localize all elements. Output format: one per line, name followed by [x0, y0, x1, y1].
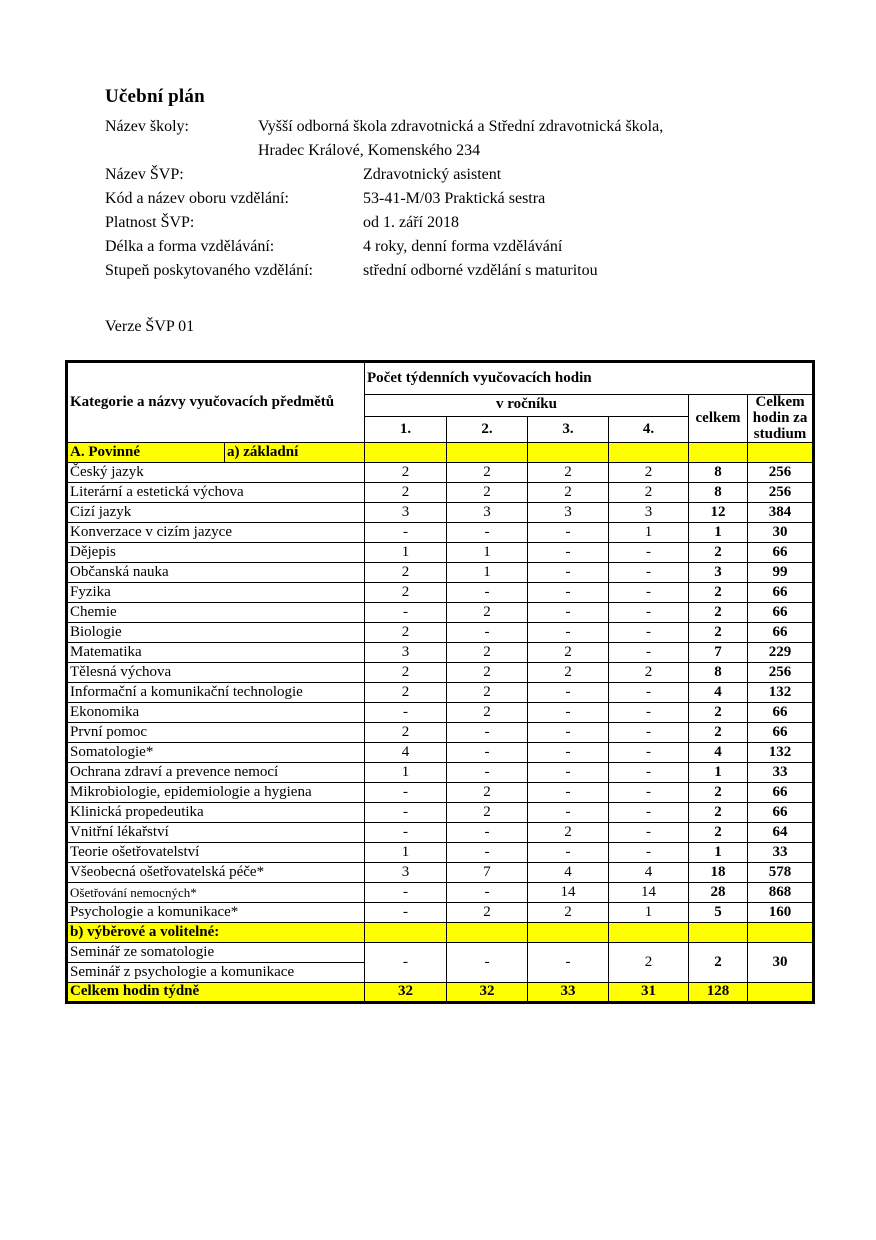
- total-cell: 8: [689, 663, 748, 683]
- meta-label: Platnost ŠVP:: [105, 214, 195, 231]
- hours-cell: 2: [447, 603, 528, 623]
- subject-cell: Informační a komunikační technologie: [67, 683, 365, 703]
- subject-cell: Somatologie*: [67, 743, 365, 763]
- hours-cell: 1: [365, 763, 447, 783]
- hours-cell: -: [447, 823, 528, 843]
- subject-cell: Literární a estetická výchova: [67, 483, 365, 503]
- table-row: [67, 503, 814, 523]
- hours-cell: 1: [609, 903, 689, 923]
- table-row: [67, 823, 814, 843]
- study-total-cell: 66: [748, 803, 814, 823]
- hours-cell: -: [365, 903, 447, 923]
- total-cell: 12: [689, 503, 748, 523]
- hours-cell: 2: [447, 803, 528, 823]
- empty-cell: [609, 923, 689, 943]
- meta-value: 4 roky, denní forma vzdělávání: [363, 238, 563, 255]
- empty-cell: [689, 443, 748, 463]
- hours-cell: -: [528, 743, 609, 763]
- hours-cell: -: [447, 763, 528, 783]
- total-cell: 2: [689, 723, 748, 743]
- study-total-cell: 868: [748, 883, 814, 903]
- table-row: [67, 703, 814, 723]
- col-header-year-2: 2.: [447, 416, 528, 443]
- subject-cell: První pomoc: [67, 723, 365, 743]
- hours-cell: 1: [365, 543, 447, 563]
- table-row: [67, 783, 814, 803]
- hours-cell: 2: [528, 663, 609, 683]
- total-cell: 3: [689, 563, 748, 583]
- hours-cell: 3: [447, 503, 528, 523]
- study-total-cell: 66: [748, 543, 814, 563]
- section-a-label: A. Povinné: [67, 443, 225, 463]
- hours-cell: -: [447, 723, 528, 743]
- subject-cell: Tělesná výchova: [67, 663, 365, 683]
- empty-cell: [609, 443, 689, 463]
- hours-cell: 2: [447, 643, 528, 663]
- meta-row: [105, 187, 663, 211]
- footer-hours-cell: 32: [447, 983, 528, 1003]
- hours-cell: -: [528, 603, 609, 623]
- total-cell: 4: [689, 683, 748, 703]
- col-header-year-4: 4.: [609, 416, 689, 443]
- hours-cell: -: [609, 583, 689, 603]
- hours-cell: -: [528, 523, 609, 543]
- total-cell: 4: [689, 743, 748, 763]
- hours-cell: 1: [447, 543, 528, 563]
- total-cell: 1: [689, 763, 748, 783]
- hours-cell: 2: [365, 563, 447, 583]
- meta-row: [105, 235, 663, 259]
- header-row-1: [67, 362, 814, 395]
- total-cell: 2: [689, 583, 748, 603]
- hours-cell: -: [609, 803, 689, 823]
- table-row: [67, 563, 814, 583]
- table-row: [67, 843, 814, 863]
- table-row: [67, 663, 814, 683]
- subject-cell: Všeobecná ošetřovatelská péče*: [67, 863, 365, 883]
- table-row: [67, 723, 814, 743]
- study-total-cell: 66: [748, 723, 814, 743]
- hours-cell: 2: [365, 723, 447, 743]
- page-title: Učební plán: [105, 86, 205, 107]
- hours-cell: 2: [528, 903, 609, 923]
- hours-cell: 2: [528, 643, 609, 663]
- hours-cell: 4: [609, 863, 689, 883]
- table-row: [67, 763, 814, 783]
- table-row: [67, 903, 814, 923]
- hours-cell: 2: [365, 623, 447, 643]
- hours-cell: 2: [365, 483, 447, 503]
- study-total-cell: 33: [748, 763, 814, 783]
- hours-cell: -: [609, 723, 689, 743]
- hours-cell: 2: [365, 663, 447, 683]
- footer-hours-cell: 31: [609, 983, 689, 1003]
- total-cell: 1: [689, 843, 748, 863]
- hours-cell: -: [365, 943, 447, 983]
- total-cell: 18: [689, 863, 748, 883]
- study-total-cell: 132: [748, 683, 814, 703]
- table-row: [67, 803, 814, 823]
- hours-cell: 7: [447, 863, 528, 883]
- meta-value: od 1. září 2018: [363, 214, 459, 231]
- study-total-cell: 578: [748, 863, 814, 883]
- study-total-cell: 66: [748, 703, 814, 723]
- hours-cell: -: [528, 943, 609, 983]
- col-header-weekly-hours: Počet týdenních vyučovacích hodin: [365, 362, 814, 395]
- hours-cell: 2: [447, 683, 528, 703]
- subject-cell: Ošetřování nemocných*: [67, 883, 365, 903]
- total-cell: 2: [689, 803, 748, 823]
- study-total-cell: 256: [748, 663, 814, 683]
- empty-cell: [528, 923, 609, 943]
- table-row: [67, 603, 814, 623]
- total-cell: 2: [689, 623, 748, 643]
- hours-cell: -: [528, 783, 609, 803]
- meta-value: Hradec Králové, Komenského 234: [258, 142, 481, 159]
- study-total-cell: 64: [748, 823, 814, 843]
- hours-cell: -: [609, 643, 689, 663]
- empty-cell: [365, 443, 447, 463]
- hours-cell: 3: [365, 863, 447, 883]
- hours-cell: -: [609, 763, 689, 783]
- subject-cell: Teorie ošetřovatelství: [67, 843, 365, 863]
- version-label: Verze ŠVP 01: [105, 318, 195, 335]
- hours-cell: -: [365, 523, 447, 543]
- hours-cell: 2: [528, 463, 609, 483]
- hours-cell: -: [365, 823, 447, 843]
- footer-total-cell: 128: [689, 983, 748, 1003]
- subject-cell: Dějepis: [67, 543, 365, 563]
- study-total-cell: 229: [748, 643, 814, 663]
- subject-cell: Fyzika: [67, 583, 365, 603]
- hours-cell: 4: [528, 863, 609, 883]
- hours-cell: -: [365, 883, 447, 903]
- hours-cell: -: [528, 763, 609, 783]
- subject-cell: Matematika: [67, 643, 365, 663]
- hours-cell: -: [609, 703, 689, 723]
- subject-cell: Klinická propedeutika: [67, 803, 365, 823]
- hours-cell: 3: [528, 503, 609, 523]
- total-cell: 8: [689, 463, 748, 483]
- hours-cell: -: [528, 703, 609, 723]
- hours-cell: -: [609, 843, 689, 863]
- hours-cell: -: [528, 583, 609, 603]
- footer-hours-cell: 32: [365, 983, 447, 1003]
- hours-cell: -: [447, 583, 528, 603]
- hours-cell: -: [609, 683, 689, 703]
- hours-cell: 2: [447, 663, 528, 683]
- meta-section: [105, 115, 663, 283]
- study-total-cell: 66: [748, 603, 814, 623]
- meta-row: [105, 163, 663, 187]
- study-total-cell: 66: [748, 623, 814, 643]
- section-a-sublabel: a) základní: [225, 443, 365, 463]
- hours-cell: -: [528, 723, 609, 743]
- empty-cell: [365, 923, 447, 943]
- hours-cell: -: [447, 943, 528, 983]
- hours-cell: -: [528, 843, 609, 863]
- subject-cell: Cizí jazyk: [67, 503, 365, 523]
- col-header-total: celkem: [689, 395, 748, 443]
- hours-cell: 1: [609, 523, 689, 543]
- hours-cell: -: [528, 563, 609, 583]
- table-row: [67, 863, 814, 883]
- hours-cell: 2: [609, 463, 689, 483]
- total-cell: 2: [689, 823, 748, 843]
- study-total-cell: 30: [748, 943, 814, 983]
- footer-hours-cell: 33: [528, 983, 609, 1003]
- study-total-cell: 66: [748, 783, 814, 803]
- study-total-cell: 384: [748, 503, 814, 523]
- hours-cell: 3: [365, 503, 447, 523]
- empty-cell: [447, 443, 528, 463]
- hours-cell: -: [609, 623, 689, 643]
- footer-row: [67, 983, 814, 1003]
- meta-row: [105, 211, 663, 235]
- table-row: [67, 683, 814, 703]
- meta-label: Délka a forma vzdělávání:: [105, 238, 275, 255]
- subject-cell: Konverzace v cizím jazyce: [67, 523, 365, 543]
- subject-cell: Seminář z psychologie a komunikace: [67, 963, 365, 983]
- hours-cell: 2: [365, 463, 447, 483]
- subject-cell: Český jazyk: [67, 463, 365, 483]
- subject-cell: Seminář ze somatologie: [67, 943, 365, 963]
- hours-cell: -: [528, 803, 609, 823]
- hours-cell: 2: [609, 943, 689, 983]
- hours-cell: 2: [528, 483, 609, 503]
- hours-cell: -: [365, 803, 447, 823]
- hours-cell: -: [447, 523, 528, 543]
- total-cell: 2: [689, 703, 748, 723]
- table-row: [67, 623, 814, 643]
- table-row: [67, 743, 814, 763]
- hours-cell: -: [447, 623, 528, 643]
- hours-cell: 3: [609, 503, 689, 523]
- hours-cell: 2: [447, 783, 528, 803]
- hours-cell: -: [365, 603, 447, 623]
- col-header-total-study: Celkem hodin za studium: [748, 395, 814, 443]
- meta-value: 53-41-M/03 Praktická sestra: [363, 190, 546, 207]
- study-total-cell: 33: [748, 843, 814, 863]
- table-row: [67, 523, 814, 543]
- empty-cell: [528, 443, 609, 463]
- meta-label: Stupeň poskytovaného vzdělání:: [105, 262, 313, 279]
- table-row: [67, 583, 814, 603]
- hours-cell: 2: [447, 903, 528, 923]
- footer-study-cell: [748, 983, 814, 1003]
- study-total-cell: 160: [748, 903, 814, 923]
- hours-cell: 2: [609, 663, 689, 683]
- total-cell: 8: [689, 483, 748, 503]
- total-cell: 2: [689, 543, 748, 563]
- meta-label: Kód a název oboru vzdělání:: [105, 190, 289, 207]
- hours-cell: 4: [365, 743, 447, 763]
- table-row: [67, 883, 814, 903]
- hours-cell: -: [609, 783, 689, 803]
- study-total-cell: 99: [748, 563, 814, 583]
- subject-cell: Občanská nauka: [67, 563, 365, 583]
- empty-cell: [748, 923, 814, 943]
- total-cell: 1: [689, 523, 748, 543]
- study-total-cell: 30: [748, 523, 814, 543]
- table-row: [67, 483, 814, 503]
- hours-cell: 3: [365, 643, 447, 663]
- table-row: [67, 643, 814, 663]
- total-cell: 7: [689, 643, 748, 663]
- hours-cell: -: [365, 783, 447, 803]
- hours-cell: -: [609, 563, 689, 583]
- hours-cell: -: [609, 603, 689, 623]
- hours-cell: 14: [609, 883, 689, 903]
- footer-label: Celkem hodin týdně: [67, 983, 365, 1003]
- hours-cell: 2: [447, 703, 528, 723]
- empty-cell: [447, 923, 528, 943]
- hours-cell: -: [528, 543, 609, 563]
- subject-cell: Psychologie a komunikace*: [67, 903, 365, 923]
- table-row: [67, 463, 814, 483]
- hours-cell: 1: [447, 563, 528, 583]
- col-header-subjects: Kategorie a názvy vyučovacích předmětů: [67, 362, 365, 443]
- meta-value: Zdravotnický asistent: [363, 166, 502, 183]
- hours-cell: 2: [365, 683, 447, 703]
- hours-cell: -: [447, 843, 528, 863]
- meta-row: [105, 259, 663, 283]
- col-header-year-1: 1.: [365, 416, 447, 443]
- hours-cell: 14: [528, 883, 609, 903]
- hours-cell: -: [528, 683, 609, 703]
- hours-cell: 2: [365, 583, 447, 603]
- table-row: [67, 543, 814, 563]
- hours-cell: -: [365, 703, 447, 723]
- total-cell: 5: [689, 903, 748, 923]
- subject-cell: Chemie: [67, 603, 365, 623]
- empty-cell: [689, 923, 748, 943]
- total-cell: 28: [689, 883, 748, 903]
- hours-cell: 2: [528, 823, 609, 843]
- study-total-cell: 256: [748, 483, 814, 503]
- section-b-label: b) výběrové a volitelné:: [67, 923, 365, 943]
- hours-cell: -: [528, 623, 609, 643]
- meta-value: střední odborné vzdělání s maturitou: [363, 262, 598, 279]
- section-b-row: [67, 923, 814, 943]
- meta-label: [105, 139, 258, 163]
- total-cell: 2: [689, 783, 748, 803]
- total-cell: 2: [689, 943, 748, 983]
- meta-value: Vyšší odborná škola zdravotnická a Střední zdravotnická škola,: [258, 118, 664, 135]
- hours-cell: 2: [609, 483, 689, 503]
- elective-row: [67, 943, 814, 963]
- study-total-cell: 66: [748, 583, 814, 603]
- meta-label: Název ŠVP:: [105, 166, 184, 183]
- col-header-year-3: 3.: [528, 416, 609, 443]
- hours-cell: 2: [447, 463, 528, 483]
- hours-cell: 1: [365, 843, 447, 863]
- study-total-cell: 132: [748, 743, 814, 763]
- empty-cell: [748, 443, 814, 463]
- section-a-row: [67, 443, 814, 463]
- study-total-cell: 256: [748, 463, 814, 483]
- subject-cell: Ekonomika: [67, 703, 365, 723]
- meta-label: Název školy:: [105, 118, 189, 135]
- total-cell: 2: [689, 603, 748, 623]
- hours-cell: -: [609, 543, 689, 563]
- subject-cell: Biologie: [67, 623, 365, 643]
- subject-cell: Vnitřní lékařství: [67, 823, 365, 843]
- curriculum-table: [65, 360, 815, 1004]
- meta-row: [105, 139, 663, 163]
- hours-cell: -: [609, 743, 689, 763]
- col-header-year-group: v ročníku: [365, 395, 689, 417]
- hours-cell: -: [447, 883, 528, 903]
- hours-cell: 2: [447, 483, 528, 503]
- subject-cell: Mikrobiologie, epidemiologie a hygiena: [67, 783, 365, 803]
- subject-cell: Ochrana zdraví a prevence nemocí: [67, 763, 365, 783]
- hours-cell: -: [447, 743, 528, 763]
- meta-row: [105, 115, 663, 139]
- hours-cell: -: [609, 823, 689, 843]
